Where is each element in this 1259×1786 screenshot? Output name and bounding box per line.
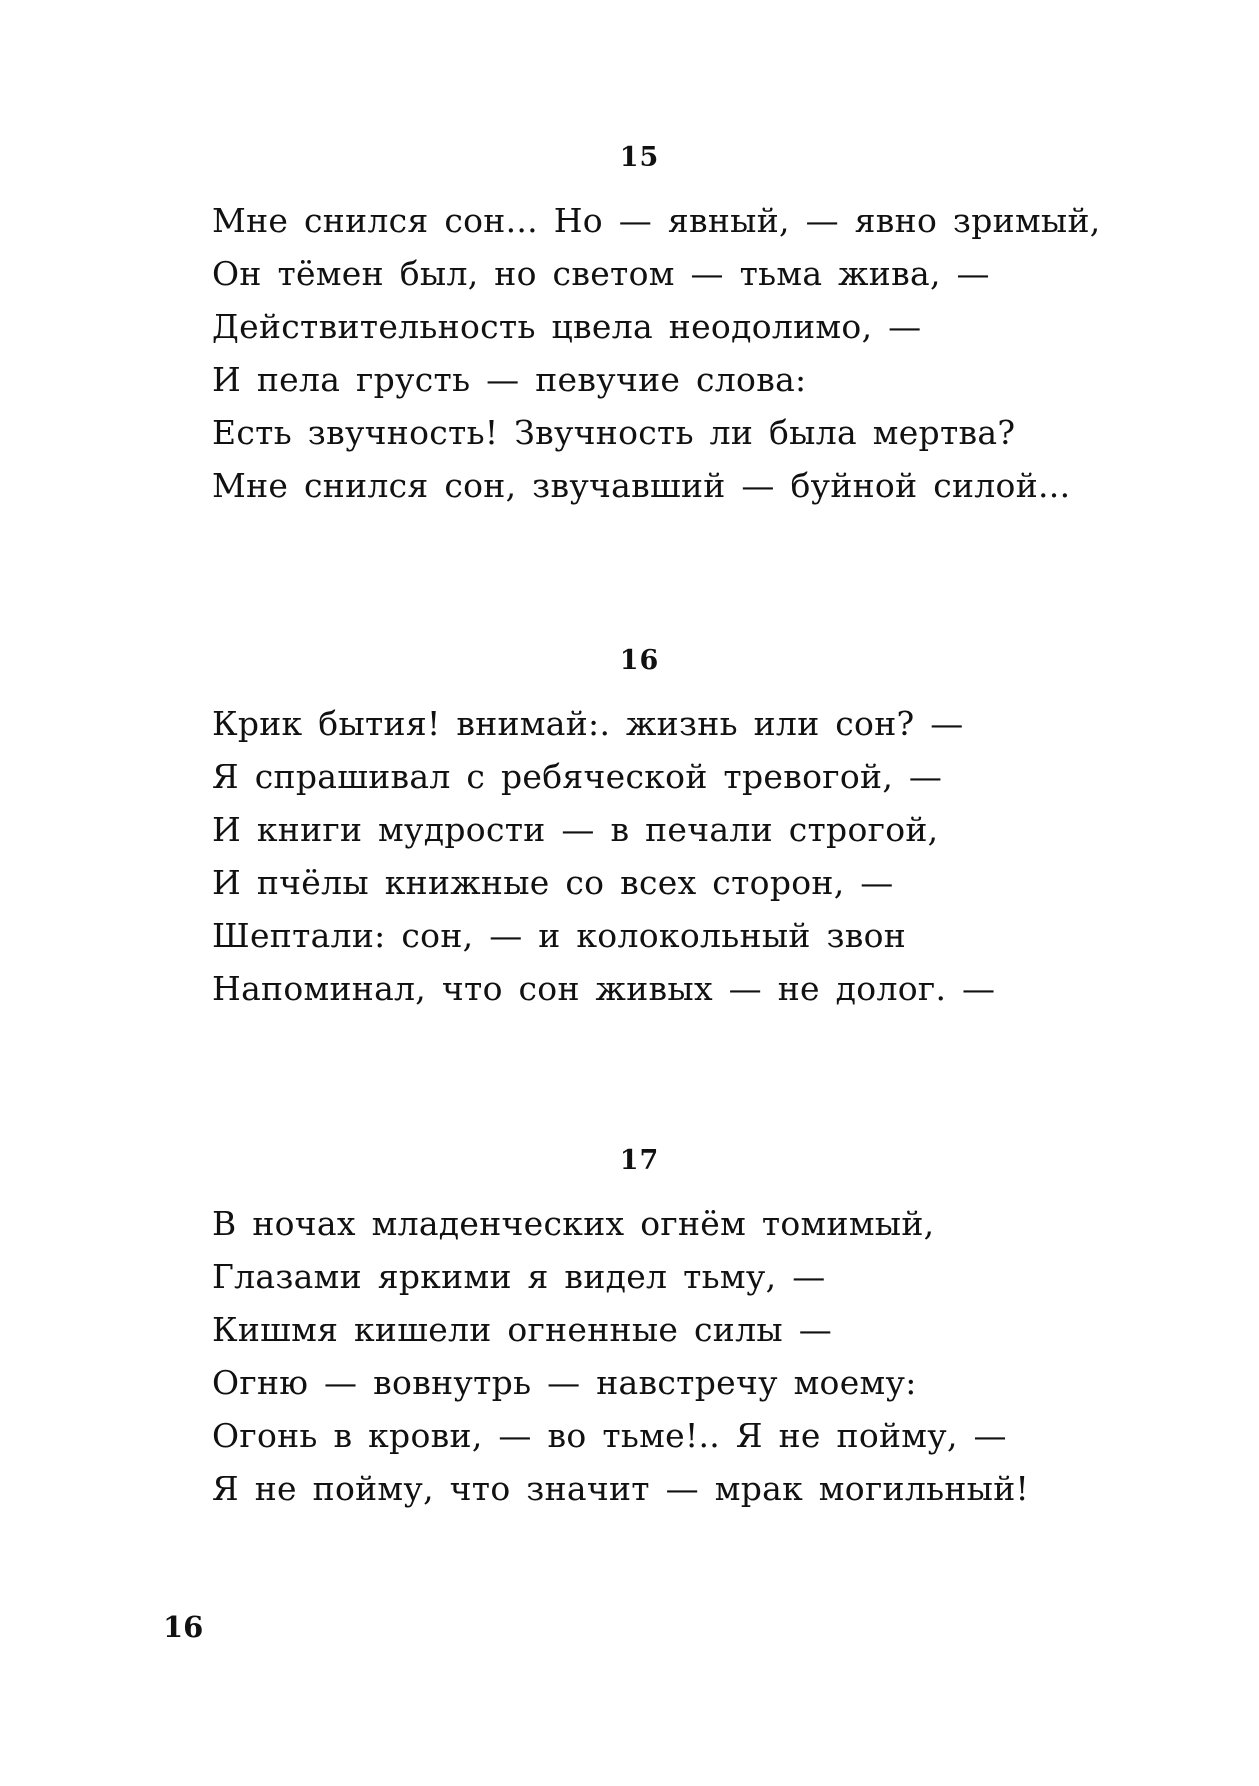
poem-line: Огонь в крови, — во тьме!.. Я не пойму, — [212, 1416, 1007, 1455]
poem-number: 17 [619, 1145, 660, 1176]
poem-line: Глазами яркими я видел тьму, — [212, 1257, 826, 1296]
poem-stanza [212, 194, 1101, 512]
poem-line: Напоминал, что сон живых — не долог. — [212, 969, 996, 1008]
poem-line: Есть звучность! Звучность ли была мертва? [212, 413, 1016, 452]
poem-line: Крик бытия! внимай:. жизнь или сон? — [212, 704, 964, 743]
poem-number: 16 [619, 645, 660, 676]
poem-line: В ночах младенческих огнём томимый, [212, 1204, 935, 1243]
poem-line: Огню — вовнутрь — навстречу моему: [212, 1363, 917, 1402]
poem-line: Я не пойму, что значит — мрак могильный! [212, 1469, 1030, 1508]
poem-line: Кишмя кишели огненные силы — [212, 1310, 833, 1349]
poem-line: Он тёмен был, но светом — тьма жива, — [212, 254, 990, 293]
poem-line: И пела грусть — певучие слова: [212, 360, 807, 399]
poem-stanza [212, 697, 995, 1015]
poem-line: Шептали: сон, — и колокольный звон [212, 916, 907, 955]
poem-line: Мне снился сон, звучавший — буйной силой... [212, 466, 1071, 505]
poem-number: 15 [619, 142, 660, 173]
poem-line: Мне снился сон... Но — явный, — явно зримый, [212, 201, 1101, 240]
poem-line: Я спрашивал с ребяческой тревогой, — [212, 757, 943, 796]
poem-line: И книги мудрости — в печали строгой, [212, 810, 939, 849]
poem-stanza [212, 1197, 1029, 1515]
page-number: 16 [163, 1610, 204, 1644]
poem-line: Действительность цвела неодолимо, — [212, 307, 922, 346]
poem-line: И пчёлы книжные со всех сторон, — [212, 863, 894, 902]
